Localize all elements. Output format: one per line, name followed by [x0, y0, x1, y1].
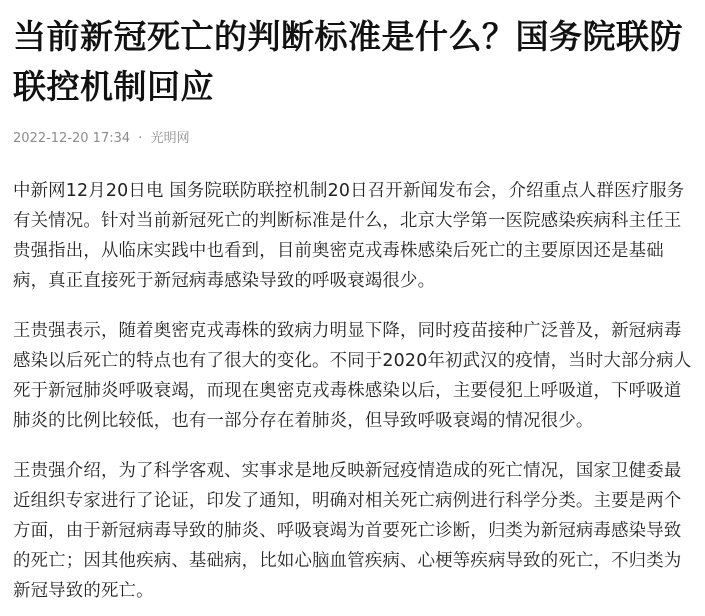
paragraph-2: 王贵强表示，随着奥密克戎毒株的致病力明显下降，同时疫苗接种广泛普及，新冠病毒感染以后死亡的特点也有了很大的变化。不同于2020年初武汉的疫情，当时大部分病人死于新冠肺炎呼吸衰竭，而现在奥密克戎毒株感染以后，主要侵犯上呼吸道，下呼吸道肺炎的比例比较低，也有一部分存在着肺炎，但导致呼吸衰竭的情况很少。: [13, 321, 692, 431]
source-link[interactable]: 光明网: [150, 131, 190, 146]
paragraph-1: 中新网12月20日电 国务院联防联控机制20日召开新闻发布会，介绍重点人群医疗服务有关情况。针对当前新冠死亡的判断标准是什么，北京大学第一医院感染疾病科主任王贵强指出，从临床实践中也看到，目前奥密克戎毒株感染后死亡的主要原因还是基础病，真正直接死于新冠病毒感染导致的呼吸衰竭很少。: [13, 181, 685, 291]
article-meta: [13, 130, 693, 148]
paragraph-3: 王贵强介绍，为了科学客观、实事求是地反映新冠疫情造成的死亡情况，国家卫健委最近组织专家进行了论证，印发了通知，明确对相关死亡病例进行科学分类。主要是两个方面，由于新冠病毒导致的肺炎、呼吸衰竭为首要死亡诊断，归类为新冠病毒感染导致的死亡；因其他疾病、基础病，比如心脑血管疾病、心梗等疾病导致的死亡，不归类为新冠导致的死亡。: [13, 461, 682, 601]
meta-separator: ·: [138, 131, 143, 146]
article-title: 当前新冠死亡的判断标准是什么？国务院联防联控机制回应: [13, 17, 683, 106]
article: [13, 0, 693, 606]
publish-date: 2022-12-20 17:34: [13, 131, 131, 146]
